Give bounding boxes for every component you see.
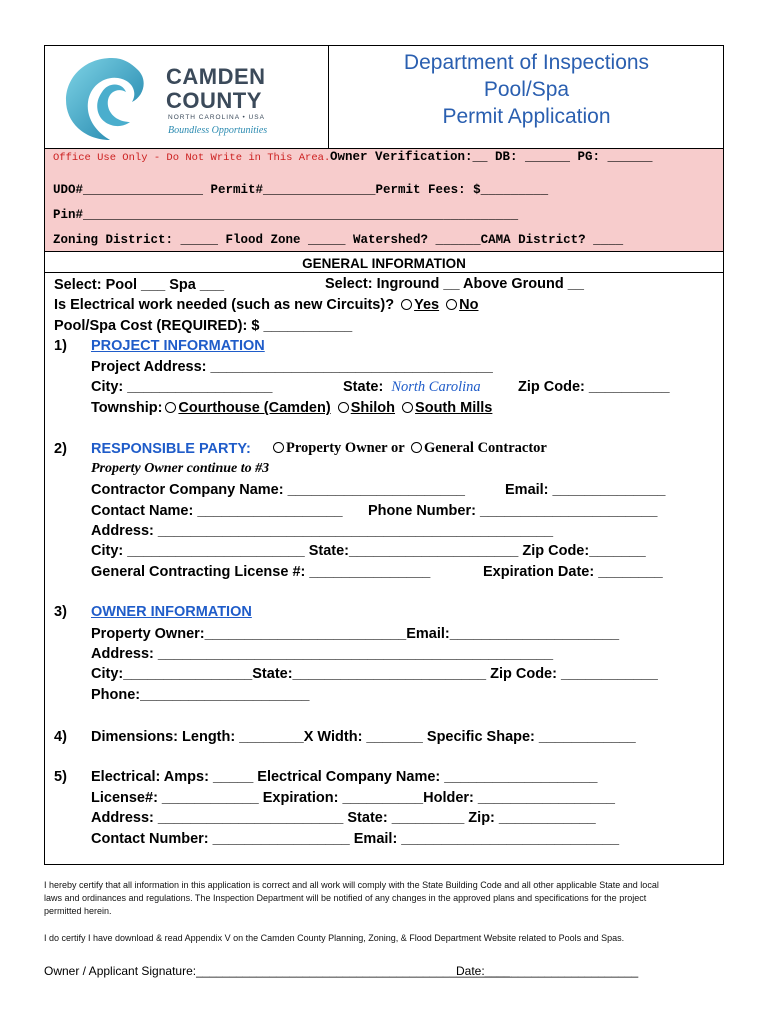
select-pool-spa[interactable]: Select: Pool ___ Spa ___: [54, 277, 225, 293]
owner-signature-field[interactable]: Owner / Applicant Signature:_______________________________________________: [44, 964, 510, 978]
office-row-pin[interactable]: Pin#__________________________________________________________: [53, 208, 519, 222]
township-shiloh-option[interactable]: [335, 400, 395, 416]
radio-courthouse[interactable]: [165, 402, 176, 413]
contractor-phone-field[interactable]: Phone Number: ______________________: [368, 503, 658, 519]
electrical-question: Is Electrical work needed (such as new Circuits)?: [54, 297, 395, 313]
logo-name-line1: CAMDEN: [166, 64, 266, 89]
general-info-heading: GENERAL INFORMATION: [302, 256, 466, 271]
township-courthouse-label: Courthouse (Camden): [178, 400, 331, 416]
contracting-license-field[interactable]: General Contracting License #: _______________: [91, 564, 431, 580]
radio-south-mills[interactable]: [402, 402, 413, 413]
electrical-license-field[interactable]: License#: ____________ Expiration: __________Holder: _________________: [91, 790, 615, 806]
electrical-address-field[interactable]: Address: _______________________ State: _________ Zip: ____________: [91, 810, 596, 826]
responsible-party-note: Property Owner continue to #3: [91, 461, 270, 476]
general-contractor-option[interactable]: [408, 440, 424, 456]
property-owner-email-field[interactable]: Property Owner:_________________________Email:_____________________: [91, 626, 620, 642]
owner-city-state-zip[interactable]: City:________________State:________________________ Zip Code: ____________: [91, 666, 658, 682]
certify-line-2: laws and ordinances and regulations. The Inspection Department will be notified of any changes in the approved plans and specifications for the project: [44, 893, 647, 903]
section-3-number: 3): [54, 604, 67, 620]
contractor-email-field[interactable]: Email: ______________: [505, 482, 666, 498]
electrical-question-row: [54, 297, 478, 313]
section-5-number: 5): [54, 769, 67, 785]
section-1-heading: PROJECT INFORMATION: [91, 338, 265, 354]
contractor-company-field[interactable]: Contractor Company Name: ______________________: [91, 482, 465, 498]
certify-appendix: I do certify I have download & read Appendix V on the Camden County Planning, Zoning, & Flood Department Website related to Pools and Spas.: [44, 933, 625, 943]
dimensions-field[interactable]: Dimensions: Length: ________X Width: _______ Specific Shape: ____________: [91, 729, 636, 745]
yes-label: Yes: [414, 297, 440, 313]
contractor-city-state-zip[interactable]: City: ______________________ State:_____________________ Zip Code:_______: [91, 543, 646, 559]
page-title-line2: Pool/Spa: [483, 78, 570, 101]
general-contractor-label: General Contractor: [424, 440, 547, 456]
certify-line-1: I hereby certify that all information in this application is correct and all work will comply with the State Building Code and all other applicable State and local: [44, 880, 659, 890]
select-ground-type[interactable]: Select: Inground __ Above Ground __: [325, 276, 584, 292]
property-owner-option[interactable]: [270, 440, 286, 456]
electrical-yes-option[interactable]: [398, 297, 439, 313]
contractor-address-field[interactable]: Address: _________________________________________________: [91, 523, 554, 539]
county-logo: [62, 52, 322, 144]
responsible-party-options: [270, 440, 547, 457]
owner-phone-field[interactable]: Phone:_____________________: [91, 687, 310, 703]
general-heading-divider: [45, 272, 723, 273]
office-row-zoning[interactable]: Zoning District: _____ Flood Zone _____ Watershed? ______CAMA District? ____: [53, 233, 624, 247]
township-row: [91, 400, 492, 416]
property-owner-label: Property Owner or: [286, 440, 405, 456]
township-south-mills-option[interactable]: [399, 400, 492, 416]
section-1-number: 1): [54, 338, 67, 354]
logo-state-line: NORTH CAROLINA • USA: [168, 114, 265, 121]
radio-shiloh[interactable]: [338, 402, 349, 413]
owner-verification-field[interactable]: Owner Verification:__ DB: ______ PG: ______: [330, 150, 653, 164]
township-courthouse-option[interactable]: [162, 400, 330, 416]
office-row-udo-permit[interactable]: UDO#________________ Permit#_______________Permit Fees: $_________: [53, 183, 549, 197]
electrical-amps-company-field[interactable]: Electrical: Amps: _____ Electrical Company Name: ___________________: [91, 769, 598, 785]
project-address-field[interactable]: Project Address: ___________________________________: [91, 359, 493, 375]
page-title-line1: Department of Inspections: [403, 51, 650, 74]
township-south-mills-label: South Mills: [415, 400, 493, 416]
township-shiloh-label: Shiloh: [350, 400, 396, 416]
pool-cost-field[interactable]: Pool/Spa Cost (REQUIRED): $ ___________: [54, 318, 353, 334]
certify-line-3: permitted herein.: [44, 906, 112, 916]
logo-name-line2: COUNTY: [166, 88, 262, 113]
township-label: Township:: [91, 400, 163, 416]
radio-property-owner[interactable]: [273, 442, 284, 453]
electrical-contact-field[interactable]: Contact Number: _________________ Email: ___________________________: [91, 831, 620, 847]
electrical-no-option[interactable]: [443, 297, 478, 313]
wave-logo-icon: [62, 52, 162, 144]
radio-no[interactable]: [446, 299, 457, 310]
signature-date-field[interactable]: Date:_______________________: [456, 964, 639, 978]
license-expiration-field[interactable]: Expiration Date: ________: [483, 564, 663, 580]
project-state-field[interactable]: [343, 379, 481, 396]
radio-general-contractor[interactable]: [411, 442, 422, 453]
radio-yes[interactable]: [401, 299, 412, 310]
contact-name-field[interactable]: Contact Name: __________________: [91, 503, 343, 519]
state-value: North Carolina: [391, 379, 481, 395]
page-title-line3: Permit Application: [442, 105, 611, 128]
section-2-heading: RESPONSIBLE PARTY:: [91, 441, 251, 457]
project-city-field[interactable]: City: __________________: [91, 379, 273, 395]
project-zip-field[interactable]: Zip Code: __________: [518, 379, 670, 395]
section-3-heading: OWNER INFORMATION: [91, 604, 252, 620]
office-use-note: Office Use Only - Do Not Write in This Area.: [53, 152, 331, 164]
logo-tagline: Boundless Opportunities: [168, 125, 268, 136]
owner-address-field[interactable]: Address: _________________________________________________: [91, 646, 554, 662]
no-label: No: [459, 297, 479, 313]
section-2-number: 2): [54, 441, 67, 457]
state-label: State:: [343, 379, 384, 395]
section-4-number: 4): [54, 729, 67, 745]
